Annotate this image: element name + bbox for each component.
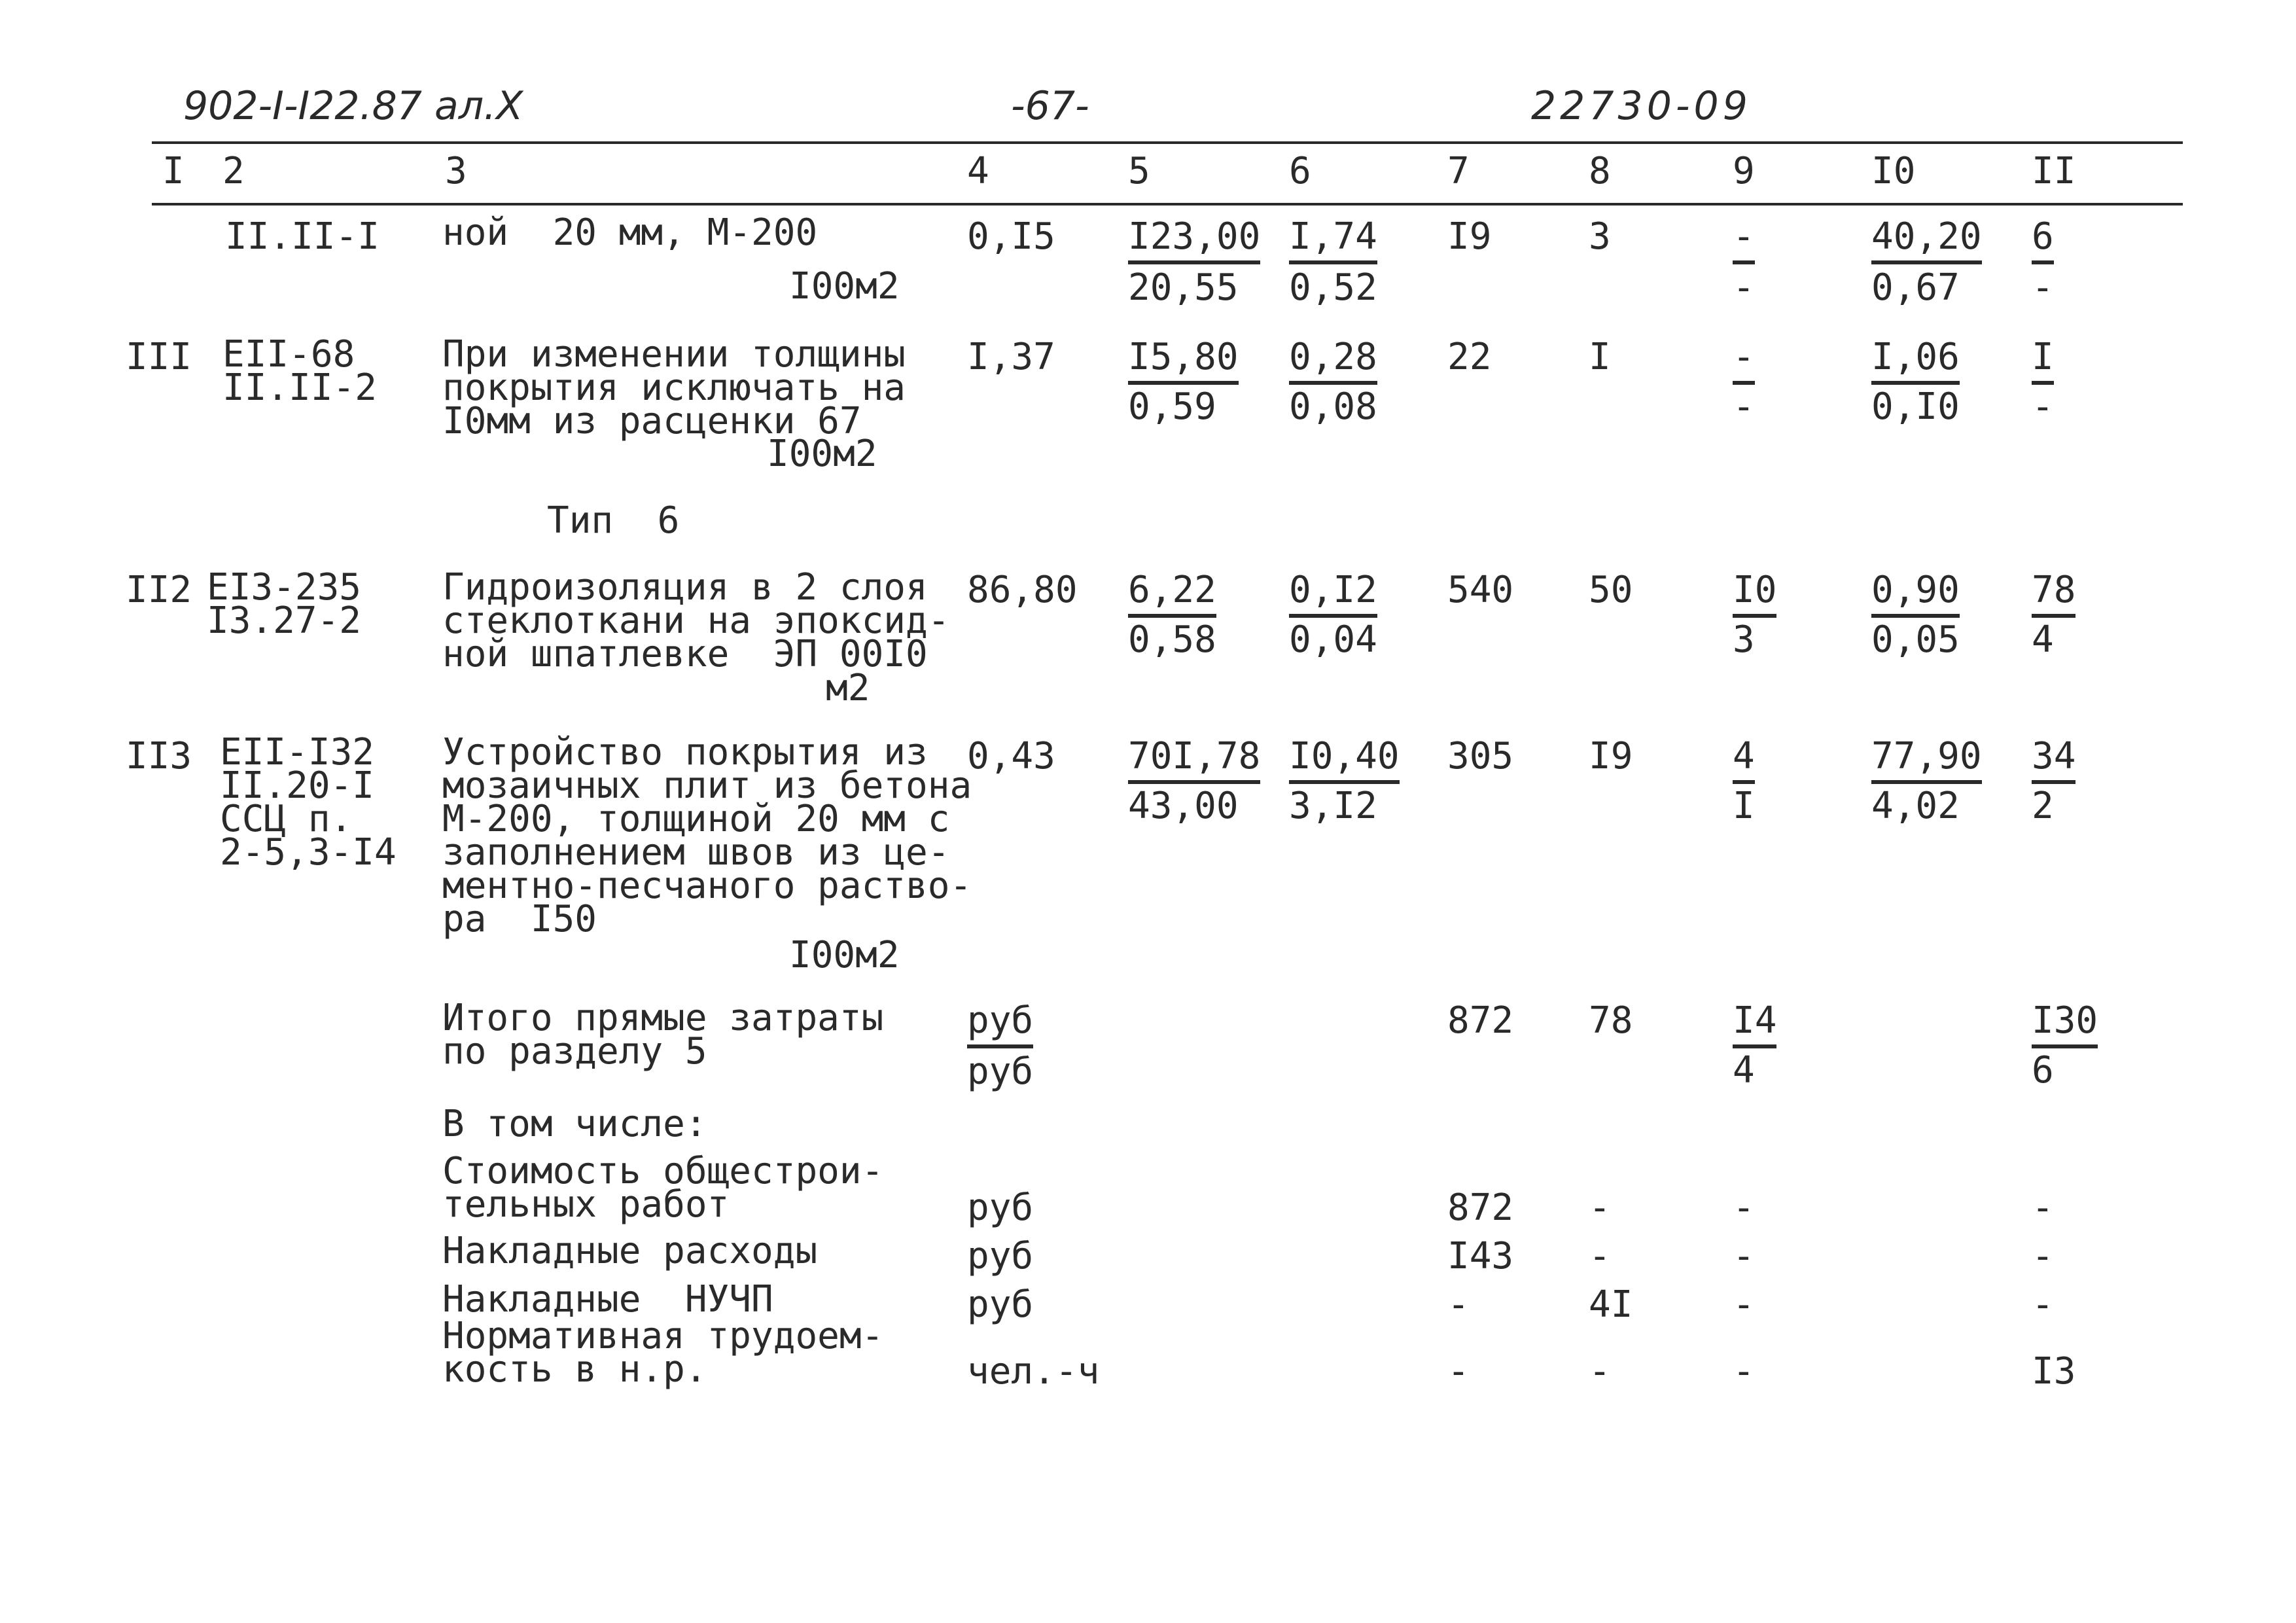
- summary-total-label: Итого прямые затраты по разделу 5: [442, 997, 884, 1073]
- cost-10-top: I,06: [1871, 339, 1960, 385]
- cost-9-top: 4: [1733, 738, 1755, 784]
- row-description: ной 20 мм, М-200: [442, 211, 818, 254]
- row-quantity: 0,43: [967, 735, 1055, 777]
- cost-5-bottom: 0,59: [1128, 385, 1216, 428]
- summary-line-c7: -: [1447, 1283, 1470, 1326]
- cost-8: I: [1589, 336, 1611, 378]
- summary-line-c9: -: [1733, 1350, 1755, 1393]
- cost-6-top: 0,I2: [1289, 572, 1377, 618]
- cost-11-bottom: -: [2032, 385, 2054, 428]
- summary-line-c8: -: [1589, 1350, 1611, 1393]
- cost-9-top: -: [1733, 339, 1755, 385]
- summary-line-c8: -: [1589, 1186, 1611, 1229]
- summary-total-unit-top: руб: [967, 1003, 1033, 1048]
- summary-line-c11: I3: [2032, 1350, 2076, 1393]
- row-codes: EII-I32 II.20-I ССЦ п. 2-5,3-I4: [220, 731, 397, 874]
- summary-line-c11: -: [2032, 1235, 2054, 1277]
- cost-5-bottom: 0,58: [1128, 618, 1216, 661]
- summary-total-c11-bottom: 6: [2032, 1049, 2054, 1092]
- summary-line-label: Стоимость общестрои- тельных работ: [442, 1150, 884, 1226]
- summary-total-unit-bottom: руб: [967, 1050, 1034, 1093]
- cost-7: 305: [1447, 735, 1514, 777]
- cost-10-top: 77,90: [1871, 738, 1982, 784]
- col-num-3: 3: [445, 150, 467, 192]
- row-codes: EII-68 II.II-2: [222, 333, 378, 409]
- cost-7: 540: [1447, 569, 1514, 611]
- cost-6-bottom: 0,52: [1289, 266, 1377, 309]
- cost-5-top: I5,80: [1128, 339, 1239, 385]
- summary-line-c9: -: [1733, 1283, 1755, 1326]
- row-description: При изменении толщины покрытия исключать на I0мм из расценки 67: [442, 333, 906, 442]
- cost-9-bottom: I: [1733, 785, 1755, 827]
- cost-10-top: 40,20: [1871, 219, 1982, 264]
- cost-11-top: 78: [2032, 572, 2075, 618]
- row-unit: I00м2: [767, 433, 877, 475]
- cost-5-top: 6,22: [1128, 572, 1216, 618]
- cost-11-bottom: 2: [2032, 785, 2054, 827]
- row-codes: EI3-235 I3.27-2: [207, 566, 362, 642]
- inventory-number: 22730-09: [1531, 83, 1752, 129]
- col-num-2: 2: [222, 150, 245, 192]
- cost-11-bottom: 4: [2032, 618, 2054, 661]
- row-number: II3: [126, 735, 192, 777]
- col-num-6: 6: [1289, 150, 1311, 192]
- row-quantity: 0,I5: [967, 215, 1055, 258]
- summary-line-label: Нормативная трудоем- кость в н.р.: [442, 1315, 884, 1391]
- summary-total-c8: 78: [1589, 999, 1633, 1042]
- cost-6-top: I,74: [1289, 219, 1377, 264]
- cost-10-bottom: 0,67: [1871, 266, 1960, 309]
- summary-line-unit: руб: [967, 1235, 1034, 1277]
- cost-7: 22: [1447, 336, 1492, 378]
- summary-total-c9-bottom: 4: [1733, 1049, 1755, 1092]
- cost-10-bottom: 0,I0: [1871, 385, 1960, 428]
- header-top-rule: [152, 141, 2183, 144]
- summary-line-label: Накладные НУЧП: [442, 1278, 773, 1321]
- row-description: Устройство покрытия из мозаичных плит из бетона М-200, толщиной 20 мм с заполнением швов из це- ментно-песчаного раство- ра I50: [442, 731, 972, 940]
- cost-8: 50: [1589, 569, 1633, 611]
- summary-total-c9-top: I4: [1733, 1003, 1776, 1048]
- cost-9-top: I0: [1733, 572, 1776, 618]
- row-unit: I00м2: [789, 265, 900, 308]
- summary-line-c9: -: [1733, 1235, 1755, 1277]
- col-num-10: I0: [1871, 150, 1916, 192]
- col-num-1: I: [162, 150, 185, 192]
- section-subheading: Тип 6: [547, 499, 680, 542]
- summary-line-c8: -: [1589, 1235, 1611, 1277]
- col-num-9: 9: [1733, 150, 1755, 192]
- summary-line-c11: -: [2032, 1186, 2054, 1229]
- cost-11-top: 34: [2032, 738, 2075, 784]
- cost-6-bottom: 3,I2: [1289, 785, 1377, 827]
- cost-5-top: I23,00: [1128, 219, 1260, 264]
- cost-6-top: I0,40: [1289, 738, 1400, 784]
- summary-total-c11-top: I30: [2032, 1003, 2098, 1048]
- col-num-4: 4: [967, 150, 989, 192]
- summary-line-unit: чел.-ч: [967, 1350, 1100, 1393]
- row-unit: I00м2: [789, 934, 900, 976]
- col-num-8: 8: [1589, 150, 1611, 192]
- cost-9-bottom: -: [1733, 266, 1755, 309]
- summary-line-unit: руб: [967, 1283, 1034, 1326]
- summary-line-unit: руб: [967, 1186, 1034, 1229]
- col-num-5: 5: [1128, 150, 1150, 192]
- cost-7: I9: [1447, 215, 1492, 258]
- cost-5-bottom: 43,00: [1128, 785, 1239, 827]
- cost-11-top: I: [2032, 339, 2054, 385]
- summary-line-c8: 4I: [1589, 1283, 1633, 1326]
- cost-10-bottom: 4,02: [1871, 785, 1960, 827]
- cost-6-top: 0,28: [1289, 339, 1377, 385]
- cost-11-bottom: -: [2032, 266, 2054, 309]
- cost-6-bottom: 0,08: [1289, 385, 1377, 428]
- col-num-11: II: [2032, 150, 2076, 192]
- cost-11-top: 6: [2032, 219, 2054, 264]
- cost-5-top: 70I,78: [1128, 738, 1260, 784]
- including-label: В том числе:: [442, 1103, 707, 1145]
- cost-6-bottom: 0,04: [1289, 618, 1377, 661]
- document-code: 902-I-I22.87 ал.X: [183, 83, 523, 129]
- cost-5-bottom: 20,55: [1128, 266, 1239, 309]
- cost-9-bottom: -: [1733, 385, 1755, 428]
- header-bottom-rule: [152, 203, 2183, 205]
- summary-line-c11: -: [2032, 1283, 2054, 1326]
- summary-line-label: Накладные расходы: [442, 1230, 818, 1272]
- summary-total-c7: 872: [1447, 999, 1514, 1042]
- cost-8: 3: [1589, 215, 1611, 258]
- page-number: -67-: [1011, 83, 1089, 129]
- summary-line-c7: I43: [1447, 1235, 1514, 1277]
- cost-8: I9: [1589, 735, 1633, 777]
- row-unit: м2: [826, 667, 870, 709]
- row-number: III: [126, 336, 192, 378]
- row-description: Гидроизоляция в 2 слоя стеклоткани на эпоксид- ной шпатлевке ЭП 00I0: [442, 566, 950, 675]
- row-codes: II.II-I: [225, 215, 380, 258]
- summary-line-c7: 872: [1447, 1186, 1514, 1229]
- row-number: II2: [126, 569, 192, 611]
- cost-10-top: 0,90: [1871, 572, 1960, 618]
- cost-9-top: -: [1733, 219, 1755, 264]
- summary-line-c7: -: [1447, 1350, 1470, 1393]
- cost-10-bottom: 0,05: [1871, 618, 1960, 661]
- row-quantity: I,37: [967, 336, 1055, 378]
- cost-9-bottom: 3: [1733, 618, 1755, 661]
- summary-line-c9: -: [1733, 1186, 1755, 1229]
- row-quantity: 86,80: [967, 569, 1078, 611]
- col-num-7: 7: [1447, 150, 1470, 192]
